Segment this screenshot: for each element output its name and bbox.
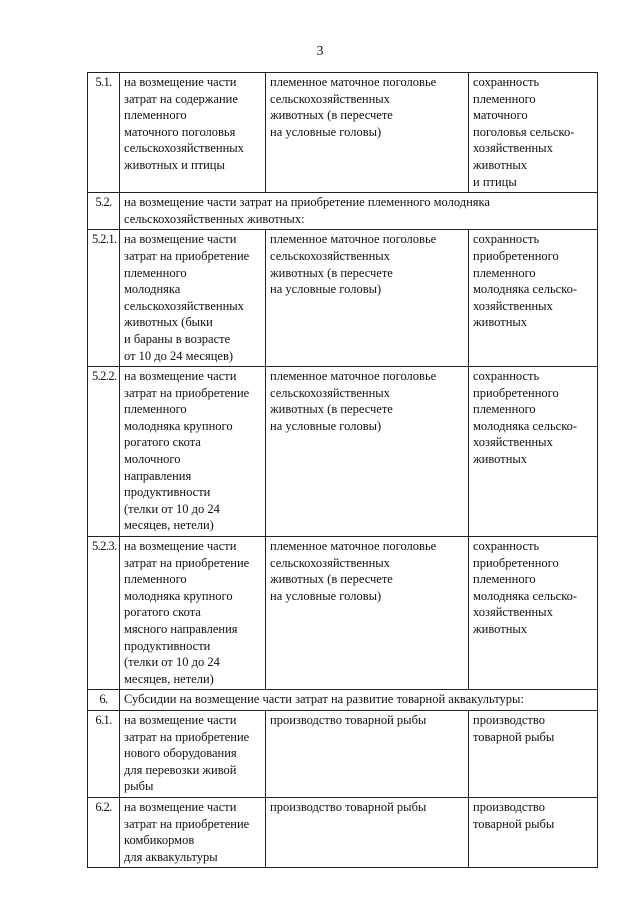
result-cell: производство товарной рыбы <box>469 710 598 797</box>
measure-cell: на возмещение части затрат на приобретение племенного молодняка сельскохозяйственных животных (быки и бараны в возрасте от 10 до 24 месяцев) <box>120 230 266 367</box>
page-number: 3 <box>316 44 324 59</box>
indicator-cell: производство товарной рыбы <box>266 710 469 797</box>
table-row <box>88 690 598 711</box>
result-cell: сохранность приобретенного племенного молодняка сельско- хозяйственных животных <box>469 230 598 367</box>
row-number: 5.1. <box>88 73 120 193</box>
row-number: 5.2.3. <box>88 537 120 690</box>
measure-cell: на возмещение части затрат на приобретение племенного молодняка крупного рогатого скота мясного направления продуктивности (телки от 10 до 24 месяцев, нетели) <box>120 537 266 690</box>
result-cell: сохранность приобретенного племенного молодняка сельско- хозяйственных животных <box>469 367 598 537</box>
row-number: 6.2. <box>88 797 120 867</box>
result-cell: сохранность племенного маточного поголовья сельско- хозяйственных животных и птицы <box>469 73 598 193</box>
row-number: 5.2.1. <box>88 230 120 367</box>
section-heading: Субсидии на возмещение части затрат на развитие товарной аквакультуры: <box>120 690 598 711</box>
result-cell: производство товарной рыбы <box>469 797 598 867</box>
measure-cell: на возмещение части затрат на приобретение племенного молодняка крупного рогатого скота молочного направления продуктивности (телки от 10 до 24 месяцев, нетели) <box>120 367 266 537</box>
indicator-cell: племенное маточное поголовье сельскохозяйственных животных (в пересчете на условные головы) <box>266 230 469 367</box>
measure-cell: на возмещение части затрат на содержание племенного маточного поголовья сельскохозяйственных животных и птицы <box>120 73 266 193</box>
measure-cell: на возмещение части затрат на приобретение нового оборудования для перевозки живой рыбы <box>120 710 266 797</box>
table-row <box>88 73 598 193</box>
row-number: 6. <box>88 690 120 711</box>
table-row <box>88 797 598 867</box>
table-row <box>88 367 598 537</box>
subsidy-table <box>87 72 598 868</box>
measure-cell: на возмещение части затрат на приобретение комбикормов для аквакультуры <box>120 797 266 867</box>
indicator-cell: производство товарной рыбы <box>266 797 469 867</box>
indicator-cell: племенное маточное поголовье сельскохозяйственных животных (в пересчете на условные головы) <box>266 537 469 690</box>
indicator-cell: племенное маточное поголовье сельскохозяйственных животных (в пересчете на условные головы) <box>266 73 469 193</box>
row-number: 5.2. <box>88 193 120 230</box>
table-row <box>88 193 598 230</box>
table-row <box>88 230 598 367</box>
section-heading: на возмещение части затрат на приобретение племенного молодняка сельскохозяйственных животных: <box>120 193 598 230</box>
table-row <box>88 537 598 690</box>
row-number: 5.2.2. <box>88 367 120 537</box>
row-number: 6.1. <box>88 710 120 797</box>
indicator-cell: племенное маточное поголовье сельскохозяйственных животных (в пересчете на условные головы) <box>266 367 469 537</box>
table-row <box>88 710 598 797</box>
result-cell: сохранность приобретенного племенного молодняка сельско- хозяйственных животных <box>469 537 598 690</box>
